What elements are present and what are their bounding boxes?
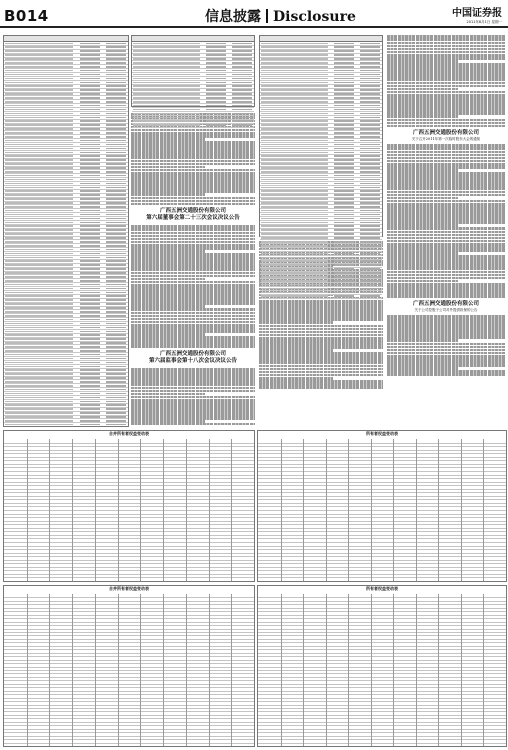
text-block — [131, 225, 255, 348]
announcement-a — [131, 208, 255, 222]
equity-table-title: 所有者权益变动表 — [366, 431, 398, 436]
text-line — [387, 295, 505, 298]
text-block — [131, 368, 255, 425]
announcement-c — [387, 130, 505, 141]
text-line — [131, 345, 255, 348]
equity-table-3 — [3, 585, 255, 747]
table-row — [4, 423, 128, 427]
financial-table-1 — [3, 35, 129, 427]
text-line — [387, 373, 505, 376]
column-4 — [387, 35, 505, 425]
equity-table-1 — [3, 430, 255, 582]
page-header — [0, 0, 508, 28]
announcement-d — [387, 301, 505, 312]
masthead — [452, 4, 502, 25]
column-2 — [131, 35, 255, 425]
text-line — [259, 386, 383, 389]
text-line — [387, 125, 505, 128]
section-title-cn: 信息披露 — [205, 9, 261, 25]
text-block — [387, 144, 505, 298]
announcement-title: 关于召开2011年第一次临时股东大会的通知 — [411, 137, 481, 142]
brand-logo: 中国证券报 — [452, 8, 502, 19]
financial-table-3 — [259, 35, 383, 237]
table-row — [260, 295, 382, 299]
announcement-company: 广西五洲交通股份有限公司 — [412, 300, 479, 307]
equity-table-2 — [257, 430, 507, 582]
issue-date: 2011年8月1日 星期一 — [466, 20, 502, 24]
equity-table-title: 合并所有者权益变动表 — [109, 586, 149, 591]
section-title-en: Disclosure — [273, 9, 356, 25]
announcement-company: 广西五洲交通股份有限公司 — [159, 208, 226, 215]
announcement-title: 第六届监事会第十八次会议决议公告 — [148, 358, 237, 365]
announcement-title: 第六届董事会第二十三次会议决议公告 — [146, 215, 240, 222]
section-title — [205, 6, 356, 26]
column-3 — [259, 35, 383, 425]
title-divider — [266, 9, 268, 23]
financial-table-2 — [131, 35, 255, 107]
announcement-title: 关于公司控股子公司对外提供担保的公告 — [414, 307, 478, 312]
equity-table-title: 合并所有者权益变动表 — [109, 431, 149, 436]
page-number: B014 — [4, 7, 49, 25]
equity-table-title: 所有者权益变动表 — [366, 586, 398, 591]
announcement-company: 广西五洲交通股份有限公司 — [159, 351, 226, 358]
announcement-company: 广西五洲交通股份有限公司 — [412, 130, 479, 137]
equity-table-4 — [257, 585, 507, 747]
text-line — [131, 423, 255, 425]
text-block — [387, 315, 505, 376]
table-row — [132, 124, 254, 128]
table-body — [4, 42, 128, 427]
text-line — [131, 203, 255, 206]
announcement-b — [131, 351, 255, 365]
text-block — [387, 35, 505, 127]
